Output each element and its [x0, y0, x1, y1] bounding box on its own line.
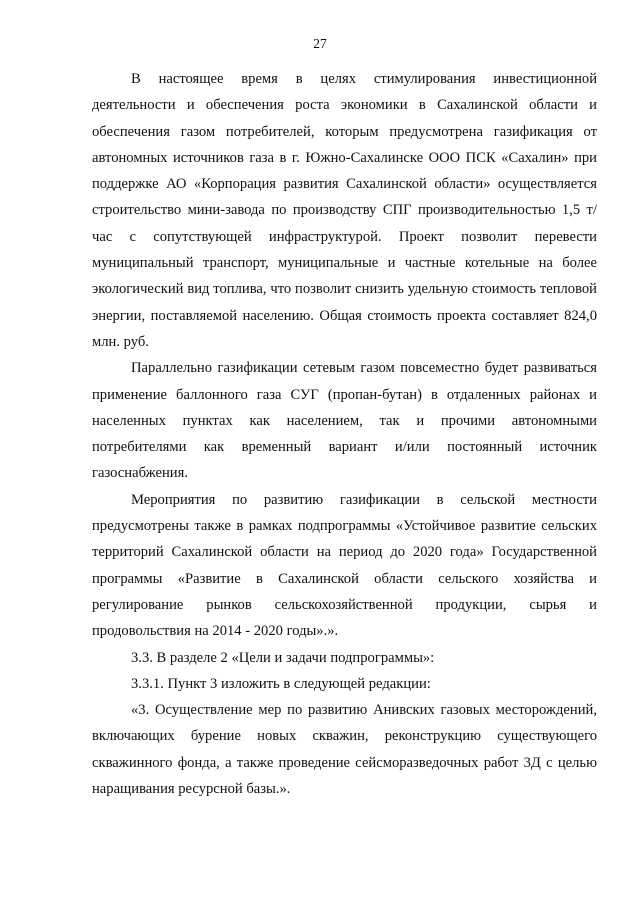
paragraph-section-3-3-1: 3.3.1. Пункт 3 изложить в следующей редакции: [131, 675, 431, 692]
paragraph-lng-plant: В настоящее время в целях стимулирования инвестиционной деятельности и обеспечения роста экономики в Сахалинской области и обеспечения газом потребителей, которым предусмотрена газификация от автономных источников газа в г. Южно-Сахалинске ООО ПСК «Сахалин» при поддержке АО «Корпорация развития Сахалинской области» осуществляется строительство мини-завода по производству СПГ производительностью 1,5 т/час с сопутствующей инфраструктурой. Проект позволит перевести муниципальный транспорт, муниципальные и частные котельные на более экологический вид топлива, что позволит снизить удельную стоимость тепловой энергии, поставляемой населению. Общая стоимость проекта составляет 824,0 млн. руб. [92, 71, 597, 350]
paragraph-section-3-3: 3.3. В разделе 2 «Цели и задачи подпрограммы»: [131, 649, 435, 666]
paragraph-rural-gasification: Мероприятия по развитию газификации в сельской местности предусмотрены также в рамках подпрограммы «Устойчивое развитие сельских территорий Сахалинской области на период до 2020 года» Государственной программы «Развитие в Сахалинской области сельского хозяйства и регулирование рынков сельскохозяйственной продукции, сырья и продовольствия на 2014 - 2020 годы».». [92, 491, 597, 640]
paragraph-bottled-gas: Параллельно газификации сетевым газом повсеместно будет развиваться применение баллонного газа СУГ (пропан-бутан) в отдаленных районах и населенных пунктах как населением, так и прочими автономными потребителями как временный вариант и/или постоянный источник газоснабжения. [92, 360, 597, 482]
document-body [92, 66, 597, 802]
page-number: 27 [313, 36, 327, 51]
paragraph-item-3: «3. Осуществление мер по развитию Анивских газовых месторождений, включающих бурение новых скважин, реконструкцию существующего скважинного фонда, а также проведение сейсморазведочных работ 3Д с целью наращивания ресурсной базы.». [92, 702, 597, 798]
